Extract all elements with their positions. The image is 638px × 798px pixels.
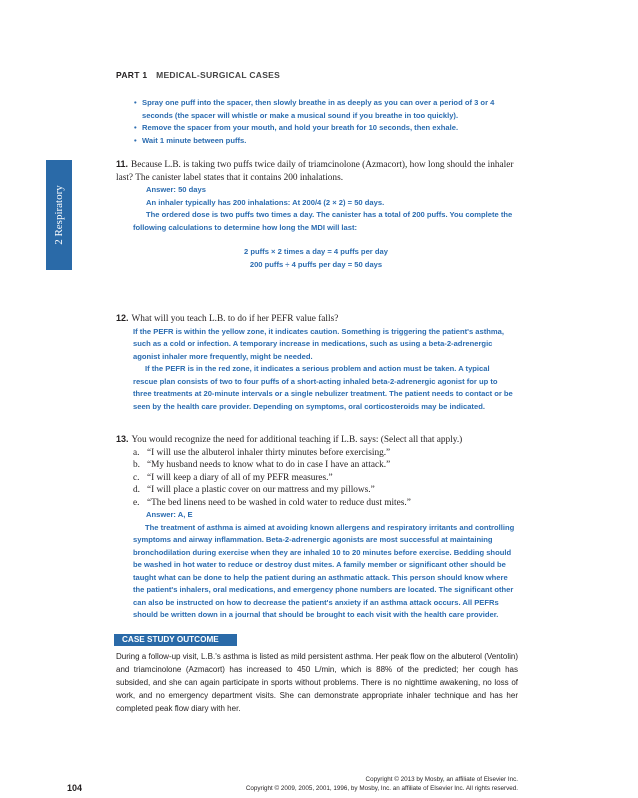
chapter-tab [46,160,72,270]
answer-explanation: The treatment of asthma is aimed at avoiding known allergens and respiratory irritants and controlling symptoms and airway inflammation. Beta-2-adrenergic agonists are most successful at maintaining bronchodilation during exercise when they are inhaled 10 to 20 minutes before exercise. Bedding should be washed in hot water to reduce or destroy dust mites. A family member or significant other should be taught what can be done to help the patient during an asthmatic attack. This person should know where the patient's inhalers, oral medications, and emergency phone numbers are located. The significant other can also be instructed on how to decrease the patient's anxiety if an asthma attack occurs. All PEFRs should be written down in a journal that should be brought to each visit with the health care provider. [133,522,515,619]
question-number: 11. [116,159,129,169]
case-outcome-heading: CASE STUDY OUTCOME [114,634,237,646]
option-c: c. “I will keep a diary of all of my PEFR measures.” [133,472,333,483]
question-number: 12. [116,313,129,323]
calculation-line: 200 puffs ÷ 4 puffs per day = 50 days [249,259,383,269]
copyright-line: Copyright © 2013 by Mosby, an affiliate of Elsevier Inc. [365,776,518,783]
list-item: • Spray one puff into the spacer, then slowly breathe in as deeply as you can over a period of 3 or 4 seconds (the spacer will whistle or make a musical sound if you breathe in too quickly). [134,97,514,122]
answer-rationale: The ordered dose is two puffs two times a day. The canister has a total of 200 puffs. You complete the following calculations to determine how long the MDI will last: [133,210,513,232]
chapter-tab-label: 2 Respiratory [53,185,65,245]
page-number: 104 [67,783,83,793]
answer-line: An inhaler typically has 200 inhalations: At 200/4 (2 × 2) = 50 days. [146,197,385,207]
option-d: d. “I will place a plastic cover on our mattress and my pillows.” [133,485,375,495]
case-outcome-text: During a follow-up visit, L.B.'s asthma is listed as mild persistent asthma. Her peak flow on the albuterol (Ventolin) and triamcinolone (Azmacort) has increased to 450 L/min, which is 88% of the predicted; her cough has subsided, and she can again participate in sports without problems. There is no nighttime awakening, no loss of work, and no emergency department visits. She can demonstrate appropriate inhaler technique and has her completed peak flow diary with her. [116,652,518,713]
option-a: a. “I will use the albuterol inhaler thirty minutes before exercising.” [133,447,391,458]
answer-paragraph: If the PEFR is within the yellow zone, it indicates caution. Something is triggering the patient's asthma, such as a cold or infection. A temporary increase in medications, such as using a beta-2-adrenergic agonist inhaler more frequently, might be needed. [133,326,504,361]
question-11 [116,158,516,271]
question-text: What will you teach L.B. to do if her PEFR value falls? [131,314,339,324]
part-label: PART 1 [116,70,148,80]
copyright-line: Copyright © 2009, 2005, 2001, 1996, by Mosby, Inc. an affiliate of Elsevier Inc. All rights reserved. [245,785,518,792]
answer-paragraph: If the PEFR is in the red zone, it indicates a serious problem and action must be taken. A typical rescue plan consists of two to four puffs of a short-acting inhaled beta-2-adrenergic agonist for up to three treatments at 20-minute intervals or a single nebulizer treatment. The patient needs to contact or be seen by the health care provider. Depending on symptoms, oral corticosteroids may be indicated. [133,364,513,411]
answer-options [116,447,516,510]
running-header [116,70,280,80]
answer-label: Answer: 50 days [146,185,206,194]
calculation-line: 2 puffs × 2 times a day = 4 puffs per day [244,247,388,256]
option-e: e. “The bed linens need to be washed in cold water to reduce dust mites.” [133,497,411,508]
option-b: b. “My husband needs to know what to do in case I have an attack.” [133,460,391,470]
question-number: 13. [116,434,129,444]
question-text: You would recognize the need for additional teaching if L.B. says: (Select all that apply.) [131,435,463,445]
answer-label: Answer: A, E [146,510,193,519]
question-12 [116,312,516,413]
list-item: • Remove the spacer from your mouth, and hold your breath for 10 seconds, then exhale. [134,122,514,135]
instruction-list [134,97,514,147]
question-13 [116,433,516,622]
list-item: • Wait 1 minute between puffs. [134,135,514,148]
question-text: Because L.B. is taking two puffs twice daily of triamcinolone (Azmacort), how long should the inhaler last? The canister label states that it contains 200 inhalations. [116,160,514,183]
part-title: MEDICAL-SURGICAL CASES [156,70,281,80]
